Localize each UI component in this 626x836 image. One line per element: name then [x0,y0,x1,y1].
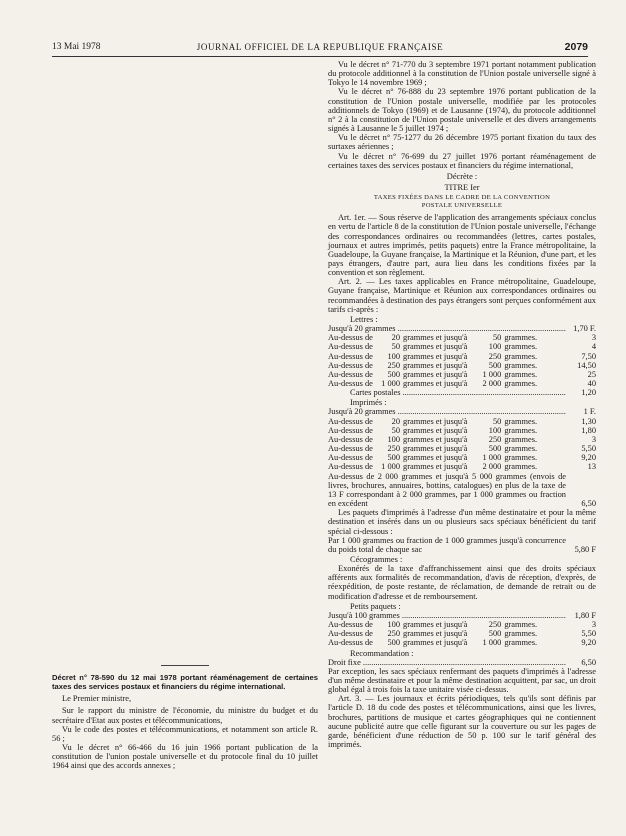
tariff-row [328,426,596,435]
visa-paragraph: Vu le décret n° 71-770 du 3 septembre 1971 portant notamment publication du protocole additionnel à la constitution de l'Union postale universelle signé à Tokyo le 14 novembre 1969 ; [328,60,596,88]
tariff-cell: 100 [387,434,400,444]
decree-title: Décret n° 78-590 du 12 mai 1978 portant réaménagement de certaines taxes des services postaux et financiers du régime international. [52,673,318,691]
tariff-cell: 250 [488,434,502,444]
tariff-cell: 50 [391,425,400,435]
tariff-cell: Au-dessus de [328,629,373,639]
tariff-cell: grammes et jusqu'à [403,629,468,639]
left-column [52,665,318,770]
tariff-row [328,379,596,388]
tariff-cell: 5,50 [581,629,596,639]
tariff-cell: grammes. [504,333,538,343]
tariff-cell: 100 [488,342,502,352]
titre-subtitle: TAXES FIXÉES DANS LE CADRE DE LA CONVENTION [373,194,551,202]
article-3: Art. 3. — Les journaux et écrits périodiques, tels qu'ils sont définis par l'article D. 18 du code des postes et télécommunications, ainsi que les livres, brochures, partitions de musique et cartes géographiques qui ne contiennent aucune publicité autre que celle figurant sur la couverture ou sur les pages de garde, bénéficient d'une réduction de 50 p. 100 sur le tarif général des imprimés. [328,694,596,750]
tariff-cell: Au-dessus de [328,351,373,361]
tariff-cell: grammes et jusqu'à [403,360,468,370]
tariff-cell: grammes. [504,342,538,352]
header-date: 13 Mai 1978 [52,42,101,52]
titre-subtitle: POSTALE UNIVERSELLE [421,202,503,210]
tariff-cell: Au-dessus de [328,453,373,463]
tariff-cell: 250 [488,351,502,361]
tariff-cell: 5,50 [581,444,596,454]
tariff-cell: 100 [488,425,502,435]
tariff-cell: grammes. [504,444,538,454]
tariff-cell: grammes. [504,629,538,639]
tariff-cell: 1 000 [482,638,502,648]
petits-paquets-label: Petits paquets : [350,601,401,611]
tariff-row [328,417,596,426]
tariff-cell: Au-dessus de [328,369,373,379]
right-column [328,60,596,749]
article-1: Art. 1er. — Sous réserve de l'application des arrangements spéciaux conclus en vertu de l'article 8 de la constitution de l'Union postale universelle, l'échange des correspondances ordinaires ou recommandées (lettres, cartes postales, journaux et autres imprimés, petits paquets) entre la France métropolitaine, la Guadeloupe, la Guyane française, la Martinique et la Réunion, d'une part, et les pays étrangers, d'autre part, aura lieu dans les conditions fixées par la convention et son règlement. [328,213,596,278]
tariff-cell: 3 [591,333,596,343]
tariff-row: Par 1 000 grammes ou fraction de 1 000 grammes jusqu'à concurrence du poids total de chaque sac 5,80 F [328,535,596,554]
tariff-cell: grammes et jusqu'à [403,444,468,454]
tariff-row [328,333,596,342]
tariff-cell: 100 [387,351,400,361]
left-paragraph: Vu le décret n° 66-466 du 16 juin 1966 portant publication de la constitution de l'union postale universelle et du protocole final du 10 juillet 1964 ainsi que des accords annexes ; [52,742,318,771]
tariff-cell: 50 [391,342,400,352]
tariff-row [328,352,596,361]
tariff-row [328,453,596,462]
tariff-cell: grammes et jusqu'à [403,351,468,361]
tariff-cell: grammes. [504,369,538,379]
tariff-cell: 4 [591,342,596,352]
recommandation-label: Recommandation : [350,648,414,658]
page-header [52,42,588,57]
tariff-cell: grammes et jusqu'à [403,453,468,463]
lettres-label: Lettres : [350,314,378,324]
tariff-cell: 7,50 [581,351,596,361]
tariff-cell: 1,80 [581,425,596,435]
tariff-cell: Au-dessus de [328,434,373,444]
tariff-cell: grammes. [504,638,538,648]
visa-paragraph: Vu le décret n° 76-699 du 27 juillet 1976 portant réaménagement de certaines taxes des services postaux et financiers du régime international, [328,151,596,170]
tariff-cell: 500 [387,638,400,648]
tariff-row [328,462,596,471]
tariff-cell: 3 [591,434,596,444]
left-paragraph: Vu le code des postes et télécommunications, et notamment son article R. 56 ; [52,724,318,743]
petits-paquets-table [328,620,596,647]
tariff-row: Jusqu'à 100 grammes ..... 1,80 F [328,611,596,620]
header-title: JOURNAL OFFICIEL DE LA REPUBLIQUE FRANÇAISE [196,42,444,52]
tariff-cell: Au-dessus de [328,462,373,472]
tariff-row [328,435,596,444]
tariff-cell: 1,30 [581,416,596,426]
tariff-cell: grammes et jusqu'à [403,425,468,435]
exception-paragraph: Par exception, les sacs spéciaux renfermant des paquets d'imprimés à l'adresse d'un même destinataire et pour la même destination acquittent, par sac, un droit global égal à trois fois la taxe unitaire visée ci-dessus. [328,666,596,695]
section-separator [161,665,209,666]
tariff-cell: 50 [492,416,502,426]
tariff-cell: 20 [391,416,400,426]
tariff-row [328,361,596,370]
tariff-cell: grammes. [504,425,538,435]
tariff-cell: grammes et jusqu'à [403,638,468,648]
tariff-cell: grammes. [504,453,538,463]
tariff-cell: grammes. [504,351,538,361]
tariff-cell: grammes et jusqu'à [403,369,468,379]
tariff-cell: 100 [387,620,400,630]
tariff-cell: grammes. [504,462,538,472]
tariff-cell: 3 [591,620,596,630]
cecogrammes-paragraph: Exonérés de la taxe d'affranchissement ainsi que des droits spéciaux afférents aux formalités de recommandation, d'avis de réception, d'exprès, de réexpédition, de poste restante, de réclamation, de demande de retrait ou de modification d'adresse et de remboursement. [328,564,596,601]
premier-ministre: Le Premier ministre, [62,694,132,704]
tariff-cell: grammes. [504,620,538,630]
visa-paragraph: Vu le décret n° 75-1277 du 26 décembre 1975 portant fixation du taux des surtaxes aériennes ; [328,133,596,152]
tariff-cell: 25 [587,369,596,379]
tariff-cell: 1 000 [482,453,502,463]
tariff-cell: grammes et jusqu'à [403,416,468,426]
tariff-cell: grammes et jusqu'à [403,620,468,630]
tariff-cell: 40 [587,379,596,388]
tariff-cell: grammes. [504,379,538,388]
imprimes-table [328,417,596,472]
tariff-cell: Au-dessus de [328,425,373,435]
tariff-cell: grammes et jusqu'à [403,342,468,352]
tariff-cell: 500 [488,360,502,370]
tariff-row: Droit fixe ..... 6,50 [328,658,596,667]
tariff-cell: grammes. [504,416,538,426]
tariff-row [328,629,596,638]
tariff-cell: 2 000 [482,379,502,388]
tariff-row [328,620,596,629]
tariff-cell: grammes. [504,360,538,370]
tariff-cell: Au-dessus de [328,444,373,454]
visa-paragraph: Vu le décret n° 76-888 du 23 septembre 1976 portant publication de la constitution de l'Union postale universelle, modifiée par les protocoles additionnels de Tokyo (1969) et de Lausanne (1974), du protocole additionnel n° 2 à la constitution de l'Union postale universelle et des divers arrangements signés à Lausanne le 5 juillet 1974 ; [328,87,596,134]
titre-heading: TITRE Ier [444,183,480,193]
tariff-cell: 2 000 [482,462,502,472]
tariff-cell: grammes et jusqu'à [403,462,468,472]
tariff-row: Jusqu'à 20 grammes ..... 1,70 F. [328,324,596,333]
tariff-cell: 250 [488,620,502,630]
tariff-row [328,638,596,647]
sacs-paragraph: Les paquets d'imprimés à l'adresse d'un même destinataire et pour la même destination et insérés dans un ou plusieurs sacs spéciaux bénéficient du tarif spécial ci-dessous : [328,508,596,536]
tariff-cell: 1 000 [381,379,400,388]
article-2: Art. 2. — Les taxes applicables en France métropolitaine, Guadeloupe, Guyane française, Martinique et Réunion aux correspondances ordinaires ou recommandées à destination des pays étrangers sont perçues conformément aux tarifs ci-après : [328,277,596,314]
tariff-cell: Au-dessus de [328,379,373,388]
tariff-cell: 500 [387,453,400,463]
tariff-cell: 250 [387,629,400,639]
tariff-cell: grammes et jusqu'à [403,333,468,343]
lettres-table [328,333,596,388]
tariff-cell: 250 [387,444,400,454]
tariff-cell: grammes. [504,434,538,444]
tariff-cell: 9,20 [581,453,596,463]
left-paragraph: Sur le rapport du ministre de l'économie, du ministre du budget et du secrétaire d'Etat aux postes et télécommunications, [52,706,318,725]
tariff-row: Cartes postales ..... 1,20 [328,388,596,397]
tariff-cell: 500 [488,629,502,639]
tariff-cell: Au-dessus de [328,416,373,426]
cecogrammes-label: Cécogrammes : [350,554,403,564]
tariff-cell: Au-dessus de [328,333,373,343]
tariff-cell: Au-dessus de [328,638,373,648]
tariff-cell: Au-dessus de [328,620,373,630]
tariff-cell: 13 [587,462,596,472]
tariff-cell: 50 [492,333,502,343]
tariff-row [328,342,596,351]
tariff-cell: 500 [488,444,502,454]
header-page-number: 2079 [564,41,588,53]
tariff-cell: Au-dessus de [328,342,373,352]
imprimes-label: Imprimés : [350,398,387,408]
tariff-row: Au-dessus de 2 000 grammes et jusqu'à 5 000 grammes (envois de livres, brochures, annuaires, bottins, catalogues) en plus de la taxe de 13 F correspondant à 2 000 grammes, par 1 000 grammes ou fraction en excédent 6,50 [328,471,596,509]
tariff-cell: 1 000 [482,369,502,379]
tariff-cell: 250 [387,360,400,370]
tariff-cell: 1 000 [381,462,400,472]
tariff-cell: 20 [391,333,400,343]
tariff-row [328,444,596,453]
tariff-cell: 14,50 [577,360,596,370]
tariff-row [328,370,596,379]
tariff-cell: 9,20 [581,638,596,648]
tariff-cell: 500 [387,369,400,379]
tariff-cell: Au-dessus de [328,360,373,370]
tariff-row: Jusqu'à 20 grammes ..... 1 F. [328,407,596,416]
decrete-label: Décrète : [446,171,478,181]
tariff-cell: grammes et jusqu'à [403,379,468,388]
tariff-cell: grammes et jusqu'à [403,434,468,444]
